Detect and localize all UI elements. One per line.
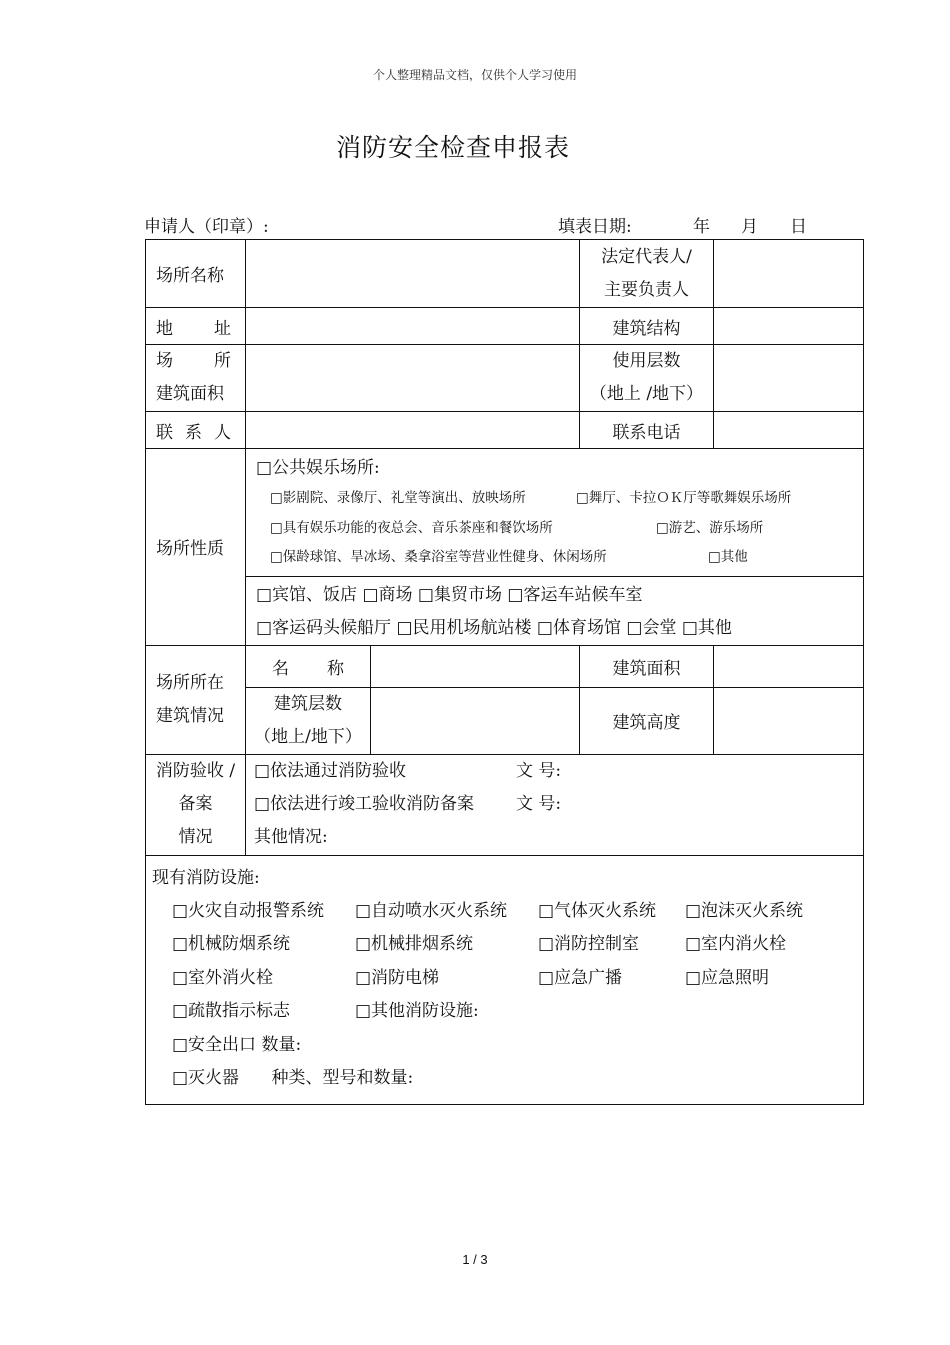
address-char: 地 (156, 318, 173, 339)
checkbox-other-entertainment[interactable]: □其他 (708, 549, 748, 565)
checkbox-sprinkler[interactable]: □自动喷水灭火系统 (355, 900, 508, 921)
other-nature-line1[interactable]: □宾馆、饭店 □商场 □集贸市场 □客运车站候车室 (256, 584, 643, 605)
checkbox-gas-extinguishing[interactable]: □气体灭火系统 (538, 900, 657, 921)
other-nature-line2[interactable]: □客运码头候船厅 □民用机场航站楼 □体育场馆 □会堂 □其他 (256, 617, 732, 638)
other-situation-label: 其他情况: (254, 827, 328, 847)
checkbox-amusement[interactable]: □游艺、游乐场所 (656, 519, 764, 536)
acceptance-label (146, 754, 246, 855)
entertainment-sub-row (246, 514, 863, 544)
contact-phone-label: 联系电话 (580, 412, 714, 449)
entertainment-checkbox[interactable]: □公共娱乐场所: (256, 458, 380, 478)
checkbox-indoor-hydrant[interactable]: □室内消火栓 (685, 934, 787, 954)
acceptance-row (246, 755, 863, 788)
contact-char: 联 (156, 422, 173, 443)
checkbox-fire-alarm[interactable]: □火灾自动报警系统 (172, 900, 325, 921)
address-field[interactable] (246, 308, 580, 345)
page-number: 1 / 3 (462, 1252, 488, 1267)
row-address (146, 308, 864, 345)
checkbox-smoke-prevention[interactable]: □机械防烟系统 (172, 934, 291, 954)
acceptance-label-line1: 消防验收 / (155, 761, 236, 781)
header-note: 个人整理精品文档，仅供个人学习使用 (372, 68, 577, 82)
checkbox-fire-elevator[interactable]: □消防电梯 (355, 967, 440, 988)
facility-row (146, 928, 863, 962)
row-building-floors (146, 687, 864, 754)
document-title: 消防安全检查申报表 (335, 133, 570, 162)
date-month-label: 月 (741, 217, 758, 237)
acceptance-label-line2: 备案 (178, 794, 213, 814)
acceptance-row (246, 788, 863, 821)
fill-date-label: 填表日期: (558, 217, 632, 237)
area-char: 场 (156, 351, 173, 371)
facility-row (146, 962, 863, 996)
checkbox-nightclub[interactable]: □具有娱乐功能的夜总会、音乐茶座和餐饮场所 (270, 519, 553, 536)
checkbox-emergency-broadcast[interactable]: □应急广播 (538, 967, 623, 988)
doc-number-label: 文 号: (516, 761, 562, 781)
acceptance-options (246, 754, 864, 855)
doc-number-label: 文 号: (516, 794, 562, 814)
building-height-label: 建筑高度 (580, 687, 714, 754)
venue-nature-label: 场所性质 (146, 449, 246, 646)
building-area-label: 建筑面积 (580, 645, 714, 687)
legal-rep-line1: 法定代表人/ (601, 246, 692, 267)
building-name-char: 名 (272, 658, 289, 679)
venue-name-field[interactable] (246, 240, 580, 308)
applicant-label: 申请人（印章）: (144, 217, 269, 237)
floors-used-field[interactable] (714, 345, 864, 412)
checkbox-outdoor-hydrant[interactable]: □室外消火栓 (172, 967, 274, 988)
building-floors-label (246, 687, 371, 754)
venue-nature-options (246, 449, 864, 646)
contact-phone-field[interactable] (714, 412, 864, 449)
building-label-line2: 建筑情况 (156, 705, 224, 726)
checkbox-passed-acceptance[interactable]: □依法通过消防验收 (254, 761, 407, 781)
building-label-line1: 场所所在 (156, 672, 224, 693)
address-label (146, 308, 246, 345)
contact-char: 人 (214, 422, 231, 443)
address-char: 址 (214, 318, 231, 339)
facility-row (146, 1062, 863, 1096)
checkbox-evacuation-signs[interactable]: □疏散指示标志 (172, 1001, 291, 1021)
row-acceptance (146, 754, 864, 855)
facility-row (146, 995, 863, 1029)
building-area-field[interactable] (714, 645, 864, 687)
checkbox-emergency-lighting[interactable]: □应急照明 (685, 967, 770, 988)
checkbox-fitness[interactable]: □保龄球馆、旱冰场、桑拿浴室等营业性健身、休闲场所 (270, 549, 607, 565)
facility-row (146, 1029, 863, 1063)
building-structure-field[interactable] (714, 308, 864, 345)
legal-rep-line2: 主要负责人 (604, 279, 689, 300)
row-contact (146, 412, 864, 449)
checkbox-extinguisher[interactable]: □灭火器 种类、型号和数量: (172, 1068, 414, 1088)
checkbox-foam-extinguishing[interactable]: □泡沫灭火系统 (685, 900, 804, 921)
building-situation-label (146, 645, 246, 754)
facilities-label: 现有消防设施: (152, 867, 260, 888)
area-char: 所 (214, 351, 231, 371)
contact-char: 系 (185, 422, 202, 443)
checkbox-smoke-exhaust[interactable]: □机械排烟系统 (355, 934, 474, 954)
checkbox-control-room[interactable]: □消防控制室 (538, 934, 640, 954)
legal-rep-label (580, 240, 714, 308)
building-name-field[interactable] (371, 645, 580, 687)
checkbox-safety-exit[interactable]: □安全出口 数量: (172, 1034, 302, 1055)
venue-area-field[interactable] (246, 345, 580, 412)
row-facilities (146, 855, 864, 1104)
checkbox-cinema[interactable]: □影剧院、录像厅、礼堂等演出、放映场所 (270, 490, 526, 506)
entertainment-sub-row (246, 484, 863, 514)
checkbox-dance-hall[interactable]: □舞厅、卡拉ＯＫ厅等歌舞娱乐场所 (576, 490, 792, 506)
declaration-form-table (145, 239, 864, 1105)
building-structure-label: 建筑结构 (580, 308, 714, 345)
nature-separator (246, 576, 863, 645)
floors-line2: （地上 /地下） (589, 384, 704, 404)
area-line2: 建筑面积 (156, 384, 224, 404)
venue-area-label (146, 345, 246, 412)
row-venue-area (146, 345, 864, 412)
building-name-label (246, 645, 371, 687)
checkbox-completion-filing[interactable]: □依法进行竣工验收消防备案 (254, 794, 475, 814)
building-floors-line1: 建筑层数 (274, 693, 342, 714)
venue-name-label: 场所名称 (146, 240, 246, 308)
floors-used-label (580, 345, 714, 412)
building-floors-line2: （地上/地下） (254, 726, 362, 747)
building-height-field[interactable] (714, 687, 864, 754)
floors-line1: 使用层数 (612, 351, 681, 371)
checkbox-other-facilities[interactable]: □其他消防设施: (355, 1001, 479, 1021)
contact-field[interactable] (246, 412, 580, 449)
facilities-cell (146, 855, 864, 1104)
row-venue-nature (146, 449, 864, 646)
date-day-label: 日 (790, 217, 807, 237)
row-building-name (146, 645, 864, 687)
building-floors-field[interactable] (371, 687, 580, 754)
entertainment-sub-row (246, 543, 863, 576)
legal-rep-field[interactable] (714, 240, 864, 308)
acceptance-label-line3: 情况 (178, 827, 213, 847)
date-year-label: 年 (693, 217, 710, 237)
facility-row (146, 895, 863, 929)
row-venue-name (146, 240, 864, 308)
building-name-char: 称 (327, 658, 344, 679)
contact-label (146, 412, 246, 449)
